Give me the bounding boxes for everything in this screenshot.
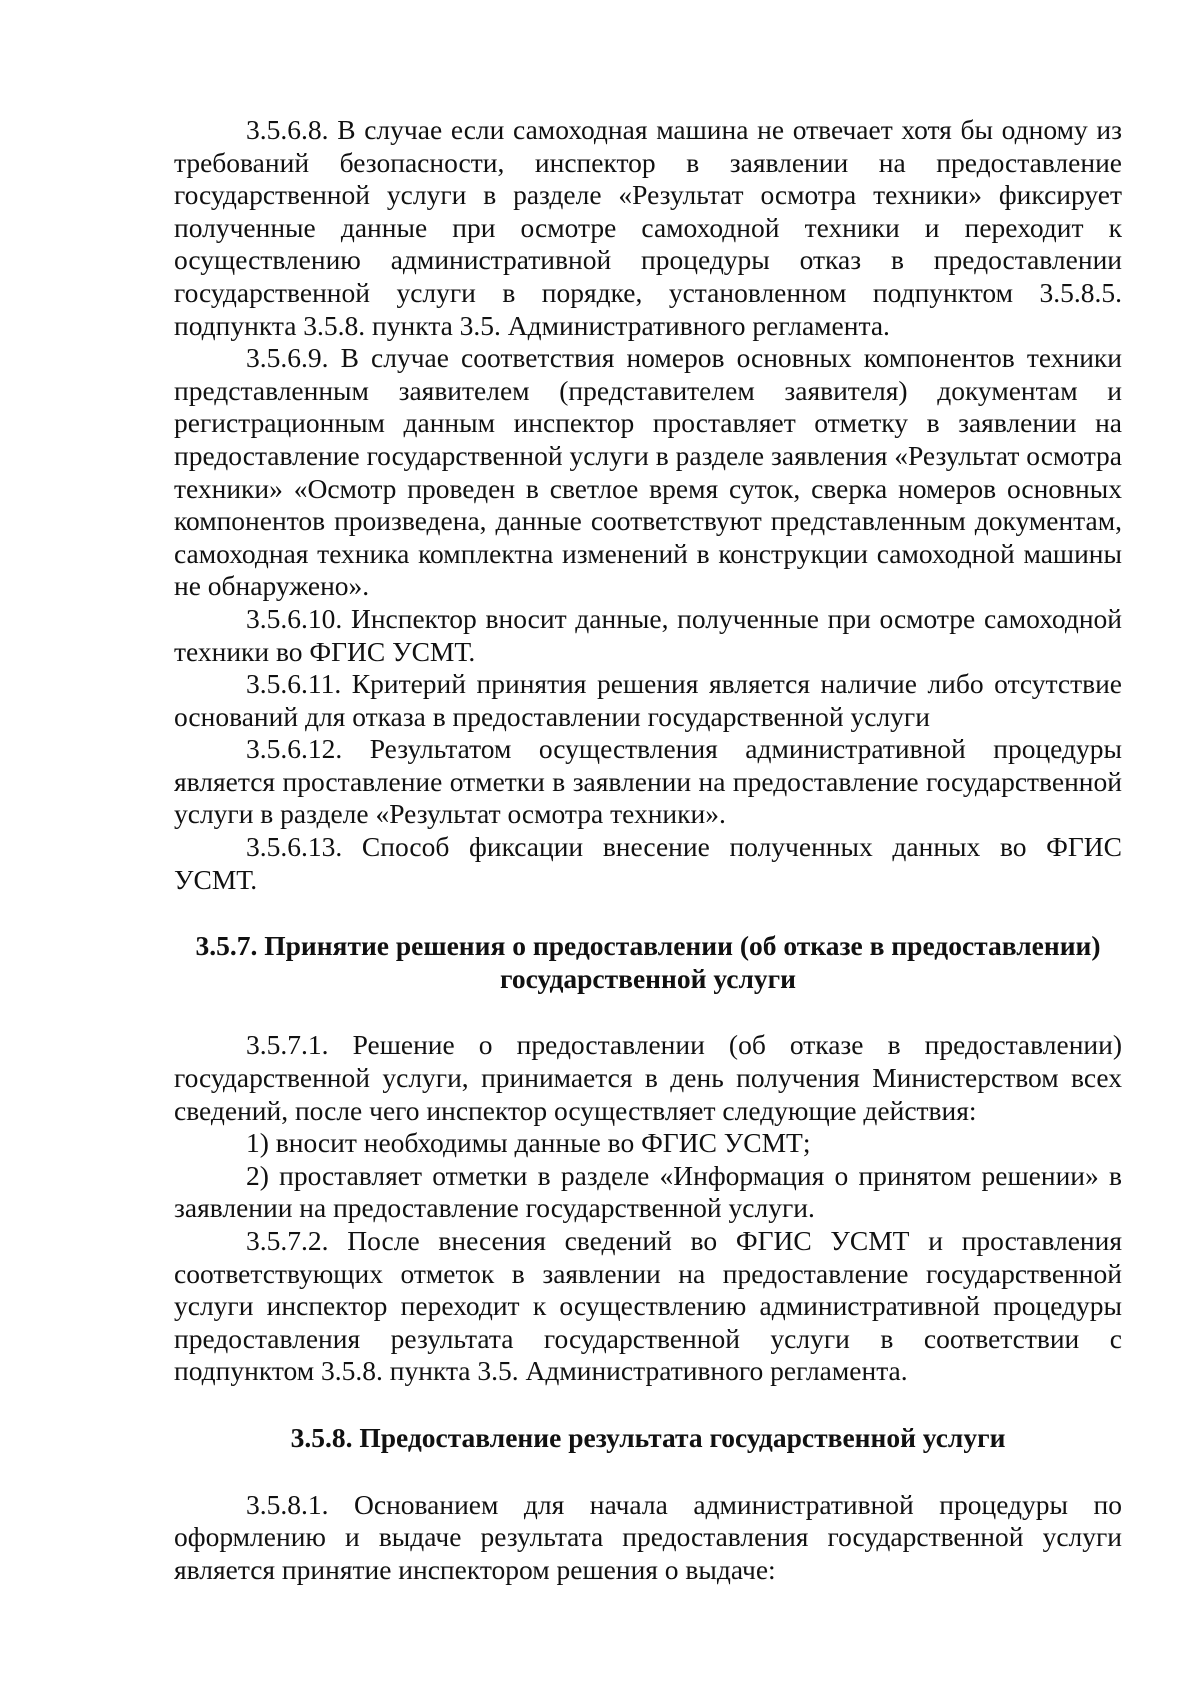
paragraph-3-5-6-11: 3.5.6.11. Критерий принятия решения является наличие либо отсутствие оснований для отказа в предоставлении государственной услуги bbox=[174, 668, 1122, 732]
list-item-1: 1) вносит необходимы данные во ФГИС УСМТ; bbox=[246, 1127, 811, 1159]
section-heading-3-5-8: 3.5.8. Предоставление результата государственной услуги bbox=[290, 1421, 1006, 1453]
list-item-2: 2) проставляет отметки в разделе «Информация о принятом решении» в заявлении на предоставление государственной услуги. bbox=[174, 1159, 1122, 1224]
paragraph-3-5-6-9: 3.5.6.9. В случае соответствия номеров основных компонентов техники представленным заявителем (представителем заявителя) документам и регистрационным данным инспектор проставляет отметку в заявлении на предоставление государственной услуги в разделе заявления «Результат осмотра техники» «Осмотр проведен в светлое время суток, сверка номеров основных компонентов произведена, данные соответствуют представленным документам, самоходная техника комплектна изменений в конструкции самоходной машины не обнаружено». bbox=[174, 342, 1122, 602]
paragraph-3-5-6-13: 3.5.6.13. Способ фиксации внесение полученных данных во ФГИС УСМТ. bbox=[174, 831, 1122, 895]
document-page bbox=[174, 114, 1122, 1586]
paragraph-3-5-6-10: 3.5.6.10. Инспектор вносит данные, полученные при осмотре самоходной техники во ФГИС УСМТ. bbox=[174, 602, 1122, 667]
paragraph-3-5-6-8: 3.5.6.8. В случае если самоходная машина не отвечает хотя бы одному из требований безопасности, инспектор в заявлении на предоставление государственной услуги в разделе «Результат осмотра техники» фиксирует полученные данные при осмотре самоходной техники и переходит к осуществлению административной процедуры отказ в предоставлении государственной услуги в порядке, установленном подпунктом 3.5.8.5. подпункта 3.5.8. пункта 3.5. Административного регламента. bbox=[174, 114, 1122, 341]
paragraph-3-5-8-1: 3.5.8.1. Основанием для начала административной процедуры по оформлению и выдаче результата предоставления государственной услуги является принятие инспектором решения о выдаче: bbox=[174, 1488, 1122, 1585]
paragraph-3-5-6-12: 3.5.6.12. Результатом осуществления административной процедуры является проставление отметки в заявлении на предоставление государственной услуги в разделе «Результат осмотра техники». bbox=[174, 733, 1122, 830]
section-heading-3-5-7 bbox=[174, 930, 1122, 995]
section-heading-3-5-7-line2: государственной услуги bbox=[500, 962, 796, 994]
paragraph-3-5-7-1: 3.5.7.1. Решение о предоставлении (об отказе в предоставлении) государственной услуги, принимается в день получения Министерством всех сведений, после чего инспектор осуществляет следующие действия: bbox=[174, 1029, 1122, 1126]
paragraph-3-5-7-2: 3.5.7.2. После внесения сведений во ФГИС УСМТ и проставления соответствующих отметок в заявлении на предоставление государственной услуги инспектор переходит к осуществлению административной процедуры предоставления результата государственной услуги в соответствии с подпунктом 3.5.8. пункта 3.5. Административного регламента. bbox=[174, 1225, 1122, 1387]
section-heading-3-5-7-line1: 3.5.7. Принятие решения о предоставлении (об отказе в предоставлении) bbox=[195, 930, 1101, 962]
